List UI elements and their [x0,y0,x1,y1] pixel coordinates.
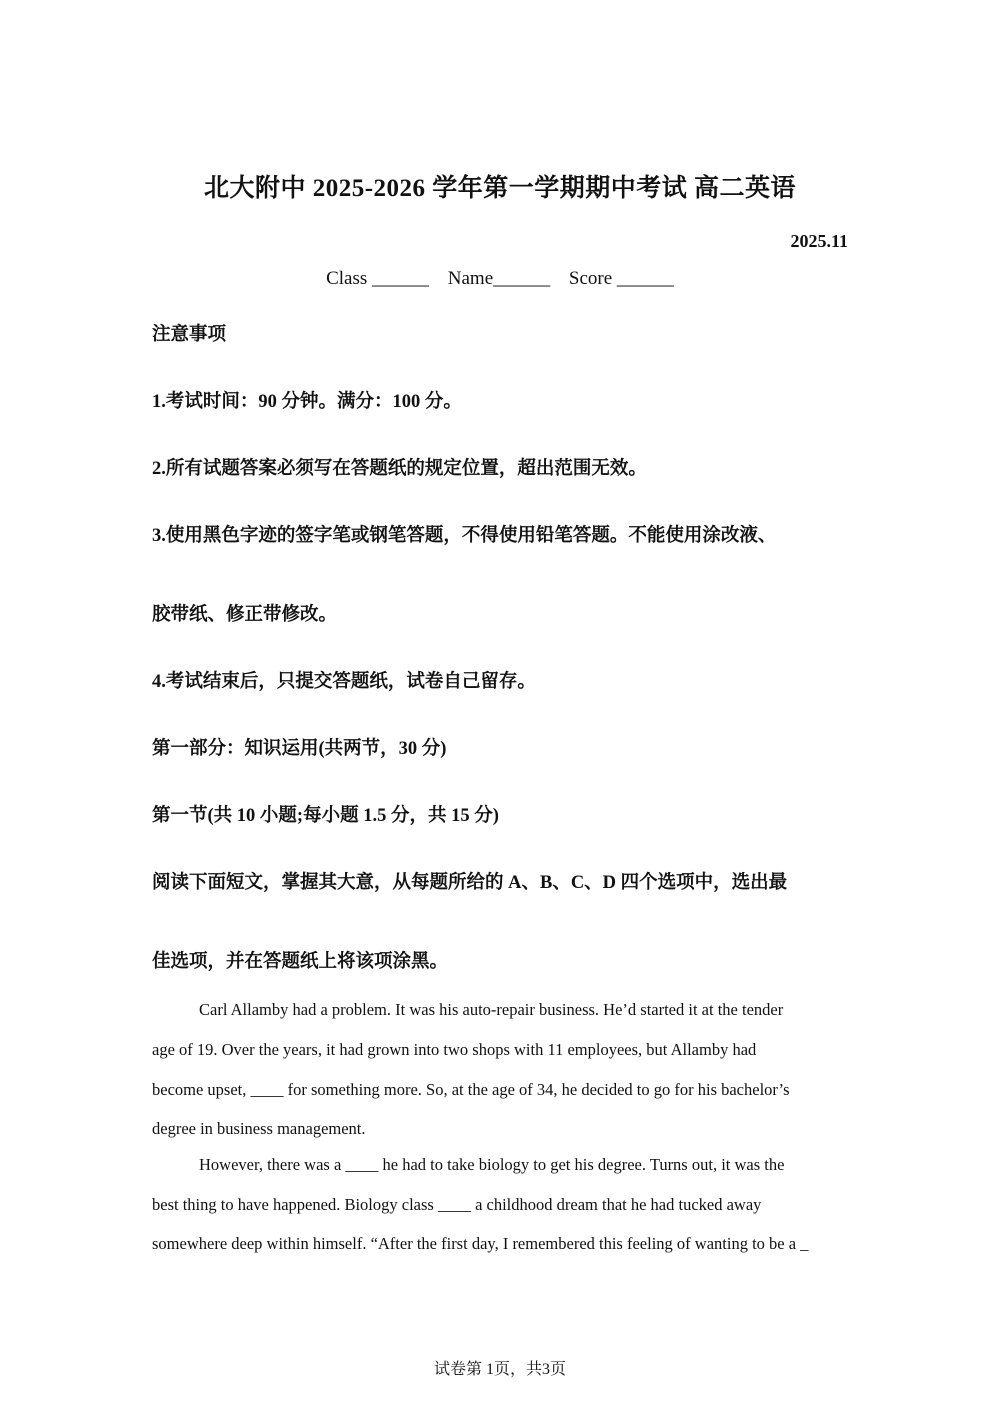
passage-line: best thing to have happened. Biology class ____ a childhood dream that he had tucked away [152,1195,762,1214]
instruction-line-1: 阅读下面短文，掌握其大意，从每题所给的 A、B、C、D 四个选项中，选出最 [152,873,788,893]
passage-line: somewhere deep within himself. “After the first day, I remembered this feeling of wanting to be a _ [152,1234,809,1253]
note-item-1: 1.考试时间：90 分钟。满分：100 分。 [152,392,462,412]
passage-line: However, there was a ____ he had to take biology to get his degree. Turns out, it was the [199,1155,785,1174]
note-item-3-line-2: 胶带纸、修正带修改。 [152,605,338,625]
passage-line: degree in business management. [152,1119,366,1138]
passage-line: age of 19. Over the years, it had grown into two shops with 11 employees, but Allamby had [152,1040,757,1059]
passage-line: Carl Allamby had a problem. It was his auto-repair business. He’d started it at the tender [199,1000,784,1019]
notes-heading: 注意事项 [152,325,227,345]
exam-title: 北大附中 2025-2026 学年第一学期期中考试 高二英语 [203,175,797,202]
exam-date: 2025.11 [790,231,848,251]
section-one-heading: 第一节(共 10 小题;每小题 1.5 分，共 15 分) [152,806,499,826]
page-number-footer: 试卷第 1页，共3页 [433,1361,566,1378]
note-item-2: 2.所有试题答案必须写在答题纸的规定位置，超出范围无效。 [152,459,647,479]
score-field: Score ______ [568,268,674,289]
name-field: Name______ [447,268,551,289]
passage-line: become upset, ____ for something more. So, at the age of 34, he decided to go for his bachelor’s [152,1080,790,1099]
note-item-4: 4.考试结束后，只提交答题纸，试卷自己留存。 [152,672,536,692]
student-info-line [0,268,1000,290]
note-item-3-line-1: 3.使用黑色字迹的签字笔或钢笔答题，不得使用铅笔答题。不能使用涂改液、 [152,526,777,546]
instruction-line-2: 佳选项，并在答题纸上将该项涂黑。 [152,952,449,972]
class-field: Class ______ [326,268,430,289]
part-one-heading: 第一部分：知识运用(共两节，30 分) [152,739,447,759]
